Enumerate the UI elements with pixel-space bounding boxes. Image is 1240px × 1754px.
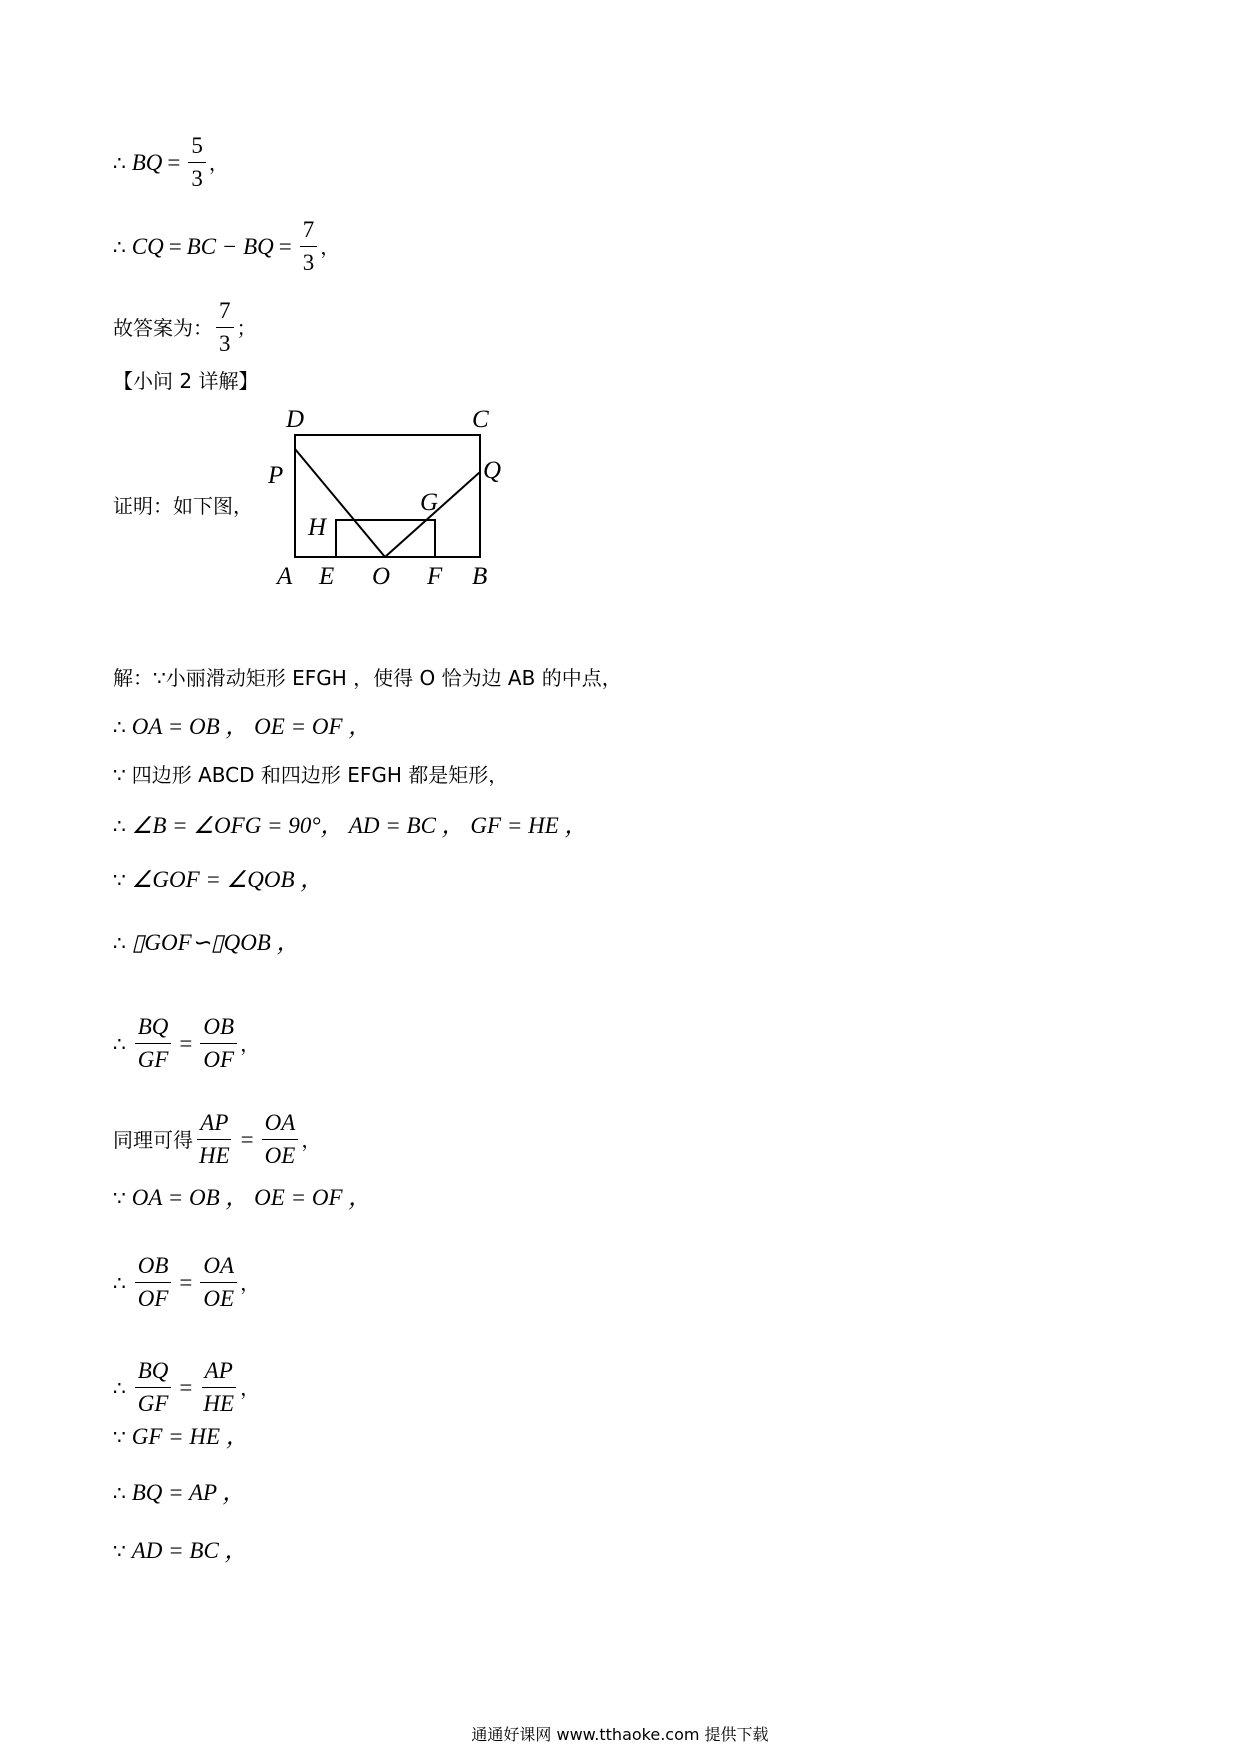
solution-line: ∴ OA = OB ， OE = OF ，: [113, 714, 372, 739]
page-footer: 通通好课网 www.tthaoke.com 提供下载: [471, 1725, 769, 1744]
label-e: E: [319, 563, 335, 588]
fraction: $\frac{OA}{OE}$: [262, 1109, 299, 1170]
label-b: B: [472, 563, 488, 588]
proof-intro: 证明：如下图，: [113, 494, 253, 518]
ratio-line: 同理可得 $\frac{AP}{HE}$ = $\frac{OA}{OE}$ ，: [113, 1110, 322, 1168]
solution-line: ∵ OA = OB ， OE = OF ，: [113, 1185, 372, 1210]
fraction: $\frac{AP}{HE}$: [203, 1358, 235, 1416]
fraction: $\frac{5}{3}$: [188, 132, 206, 193]
fraction: $\frac{BQ}{GF}$: [135, 1357, 172, 1418]
solution-line: ∵ AD = BC ，: [113, 1538, 248, 1563]
fraction: $\frac{OB}{OF}$: [200, 1013, 237, 1074]
ratio-line: ∴ $\frac{BQ}{GF}$ = $\frac{AP}{HE}$ ，: [113, 1358, 261, 1416]
label-g: G: [420, 489, 439, 516]
solution-line: ∵ ∠GOF = ∠QOB ，: [113, 867, 324, 892]
solution-line: ∴ ▯GOF∽▯QOB ，: [113, 930, 300, 955]
section-heading: 【小问 2 详解】: [113, 369, 259, 393]
geometry-figure: [268, 398, 508, 588]
label-a: A: [277, 563, 293, 588]
fraction: $\frac{7}{3}$: [300, 216, 318, 277]
solution-line: 解：∵小丽滑动矩形 EFGH ，使得 O 恰为边 AB 的中点，: [113, 666, 622, 690]
answer-line: 故答案为： $\frac{7}{3}$ ；: [113, 298, 257, 356]
solution-line: ∵ 四边形 ABCD 和四边形 EFGH 都是矩形，: [113, 763, 509, 787]
ratio-line: ∴ $\frac{BQ}{GF}$ = $\frac{OB}{OF}$ ，: [113, 1014, 261, 1072]
label-p: P: [268, 462, 284, 489]
label-o: O: [372, 563, 391, 588]
fraction: $\frac{7}{3}$: [216, 297, 234, 358]
solution-line: ∴ CQ = BC − BQ = $\frac{7}{3}$ ，: [113, 217, 341, 275]
ratio-line: ∴ $\frac{OB}{OF}$ = $\frac{OA}{OE}$ ，: [113, 1253, 261, 1311]
solution-line: ∴ BQ = AP ，: [113, 1480, 246, 1505]
fraction: $\frac{OA}{OE}$: [200, 1252, 237, 1313]
fraction: $\frac{OB}{OF}$: [135, 1252, 172, 1313]
label-f: F: [427, 563, 443, 588]
solution-line: ∴ BQ = $\frac{5}{3}$ ，: [113, 133, 229, 191]
solution-line: ∵ GF = HE ，: [113, 1424, 249, 1449]
fraction: $\frac{BQ}{GF}$: [135, 1013, 172, 1074]
label-d: D: [286, 406, 305, 433]
label-c: C: [472, 406, 489, 433]
label-q: Q: [483, 457, 502, 484]
solution-line: ∴ ∠B = ∠OFG = 90°， AD = BC ， GF = HE ，: [113, 813, 588, 838]
fraction: $\frac{AP}{HE}$: [199, 1110, 230, 1168]
label-h: H: [308, 514, 327, 541]
